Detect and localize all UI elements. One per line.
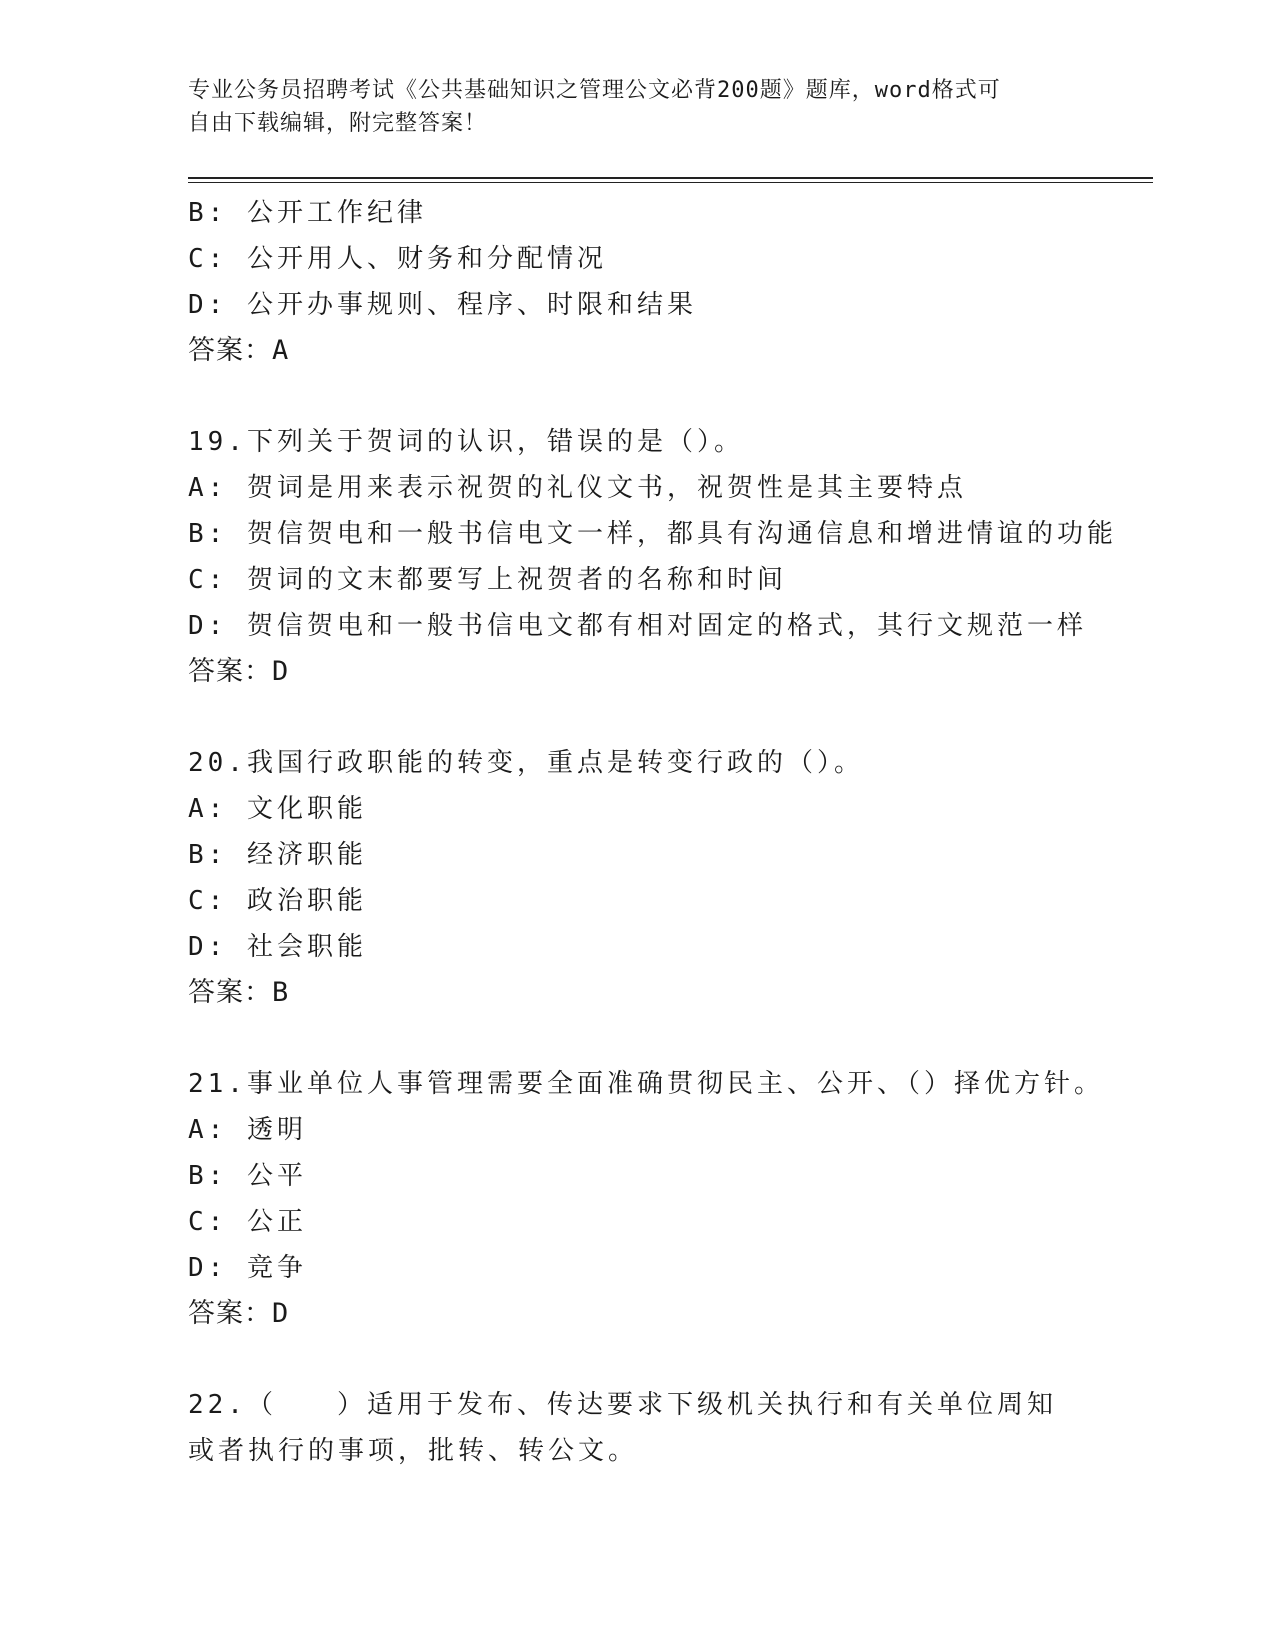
question-text: 21.事业单位人事管理需要全面准确贯彻民主、公开、（）择优方针。 <box>188 1069 1104 1099</box>
answer: 答案：B <box>188 977 290 1008</box>
option-b: B: 经济职能 <box>188 840 367 870</box>
option-c: C: 贺词的文末都要写上祝贺者的名称和时间 <box>188 565 787 595</box>
header-line-2: 自由下载编辑，附完整答案！ <box>188 111 488 136</box>
spacer <box>188 695 1188 740</box>
option-c: C: 公正 <box>188 1207 307 1237</box>
option-d: D: 社会职能 <box>188 932 367 962</box>
question-22 <box>188 1382 1188 1474</box>
option-a: A: 透明 <box>188 1115 307 1145</box>
question-text: 20.我国行政职能的转变，重点是转变行政的（）。 <box>188 748 864 778</box>
answer: 答案：D <box>188 656 290 687</box>
option-c: C: 公开用人、财务和分配情况 <box>188 244 607 274</box>
question-text: 22.（ ）适用于发布、传达要求下级机关执行和有关单位周知或者执行的事项，批转、转公文。 <box>188 1390 1057 1466</box>
option-a: A: 贺词是用来表示祝贺的礼仪文书，祝贺性是其主要特点 <box>188 473 967 503</box>
option-b: B: 公开工作纪律 <box>188 198 427 228</box>
spacer <box>188 1016 1188 1061</box>
header-line-1: 专业公务员招聘考试《公共基础知识之管理公文必背200题》题库，word格式可 <box>188 78 1001 103</box>
answer: 答案：D <box>188 1298 290 1329</box>
spacer <box>188 1337 1188 1382</box>
answer: 答案：A <box>188 335 290 366</box>
question-20 <box>188 740 1188 1016</box>
header-rule-thin <box>188 182 1153 183</box>
document-header <box>188 74 1068 140</box>
header-rule-thick <box>188 177 1153 179</box>
option-b: B: 公平 <box>188 1161 307 1191</box>
option-c: C: 政治职能 <box>188 886 367 916</box>
option-b: B: 贺信贺电和一般书信电文一样，都具有沟通信息和增进情谊的功能 <box>188 519 1117 549</box>
question-21 <box>188 1061 1188 1337</box>
question-18-tail <box>188 190 1188 374</box>
spacer <box>188 374 1188 419</box>
option-d: D: 竞争 <box>188 1253 307 1283</box>
option-d: D: 公开办事规则、程序、时限和结果 <box>188 290 697 320</box>
question-text: 19.下列关于贺词的认识，错误的是（）。 <box>188 427 744 457</box>
option-a: A: 文化职能 <box>188 794 367 824</box>
question-19 <box>188 419 1188 695</box>
question-list <box>188 190 1188 1474</box>
option-d: D: 贺信贺电和一般书信电文都有相对固定的格式，其行文规范一样 <box>188 611 1087 641</box>
